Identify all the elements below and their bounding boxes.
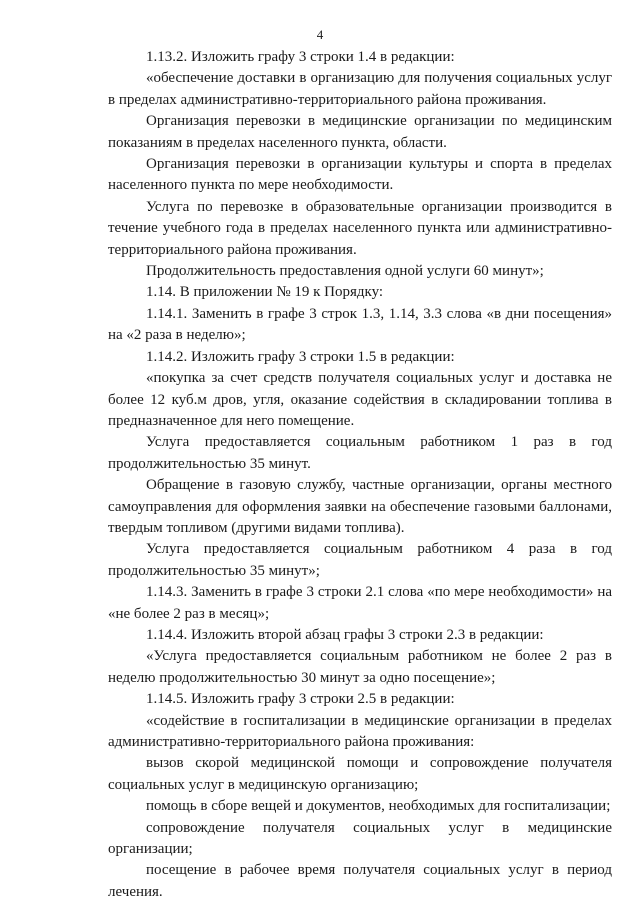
- paragraph: 1.14.5. Изложить графу 3 строки 2.5 в редакции:: [146, 691, 455, 708]
- paragraph: помощь в сборе вещей и документов, необходимых для госпитализации;: [146, 798, 611, 815]
- paragraph: посещение в рабочее время получателя социальных услуг в период лечения.: [108, 862, 612, 900]
- paragraph: 1.14.1. Заменить в графе 3 строк 1.3, 1.14, 3.3 слова «в дни посещения» на «2 раза в неделю»;: [108, 305, 612, 344]
- paragraph: Организация перевозки в медицинские организации по медицинским показаниям в пределах населенного пункта, области.: [108, 113, 612, 151]
- paragraph: «содействие в госпитализации в медицинские организации в пределах административно-территориального района проживания:: [108, 712, 612, 750]
- paragraph: сопровождение получателя социальных услуг в медицинские организации;: [108, 819, 612, 858]
- paragraph: Услуга предоставляется социальным работником 1 раз в год продолжительностью 35 минут.: [108, 434, 612, 472]
- paragraph: 1.14.2. Изложить графу 3 строки 1.5 в редакции:: [146, 348, 455, 365]
- paragraph: вызов скорой медицинской помощи и сопровождение получателя социальных услуг в медицинскую организацию;: [108, 755, 612, 793]
- paragraph: 1.14.3. Заменить в графе 3 строки 2.1 слова «по мере необходимости» на «не более 2 раз в месяц»;: [108, 584, 612, 622]
- paragraph: 1.13.2. Изложить графу 3 строки 1.4 в редакции:: [146, 49, 455, 65]
- document-body: [108, 47, 612, 903]
- paragraph: Организация перевозки в организации культуры и спорта в пределах населенного пункта по мере необходимости.: [108, 156, 612, 194]
- paragraph: Продолжительность предоставления одной услуги 60 минут»;: [146, 263, 544, 280]
- paragraph: Услуга предоставляется социальным работником 4 раза в год продолжительностью 35 минут»;: [108, 541, 612, 579]
- paragraph: Обращение в газовую службу, частные организации, органы местного самоуправления для оформления заявки на обеспечение газовыми баллонами, твердым топливом (другими видами топлива).: [108, 477, 612, 536]
- page-number: 4: [316, 27, 324, 42]
- paragraph: «покупка за счет средств получателя социальных услуг и доставка не более 12 куб.м дров, угля, оказание содействия в складировании топлива в предназначенное для него помещение.: [108, 370, 612, 429]
- paragraph: «обеспечение доставки в организацию для получения социальных услуг в пределах административно-территориального района проживания.: [108, 70, 612, 108]
- paragraph: 1.14.4. Изложить второй абзац графы 3 строки 2.3 в редакции:: [146, 626, 544, 643]
- paragraph: 1.14. В приложении № 19 к Порядку:: [146, 284, 384, 301]
- paragraph: «Услуга предоставляется социальным работником не более 2 раз в неделю продолжительностью 30 минут за одно посещение»;: [108, 648, 612, 686]
- paragraph: Услуга по перевозке в образовательные организации производится в течение учебного года в пределах населенного пункта или административно-территориального района проживания.: [108, 198, 612, 258]
